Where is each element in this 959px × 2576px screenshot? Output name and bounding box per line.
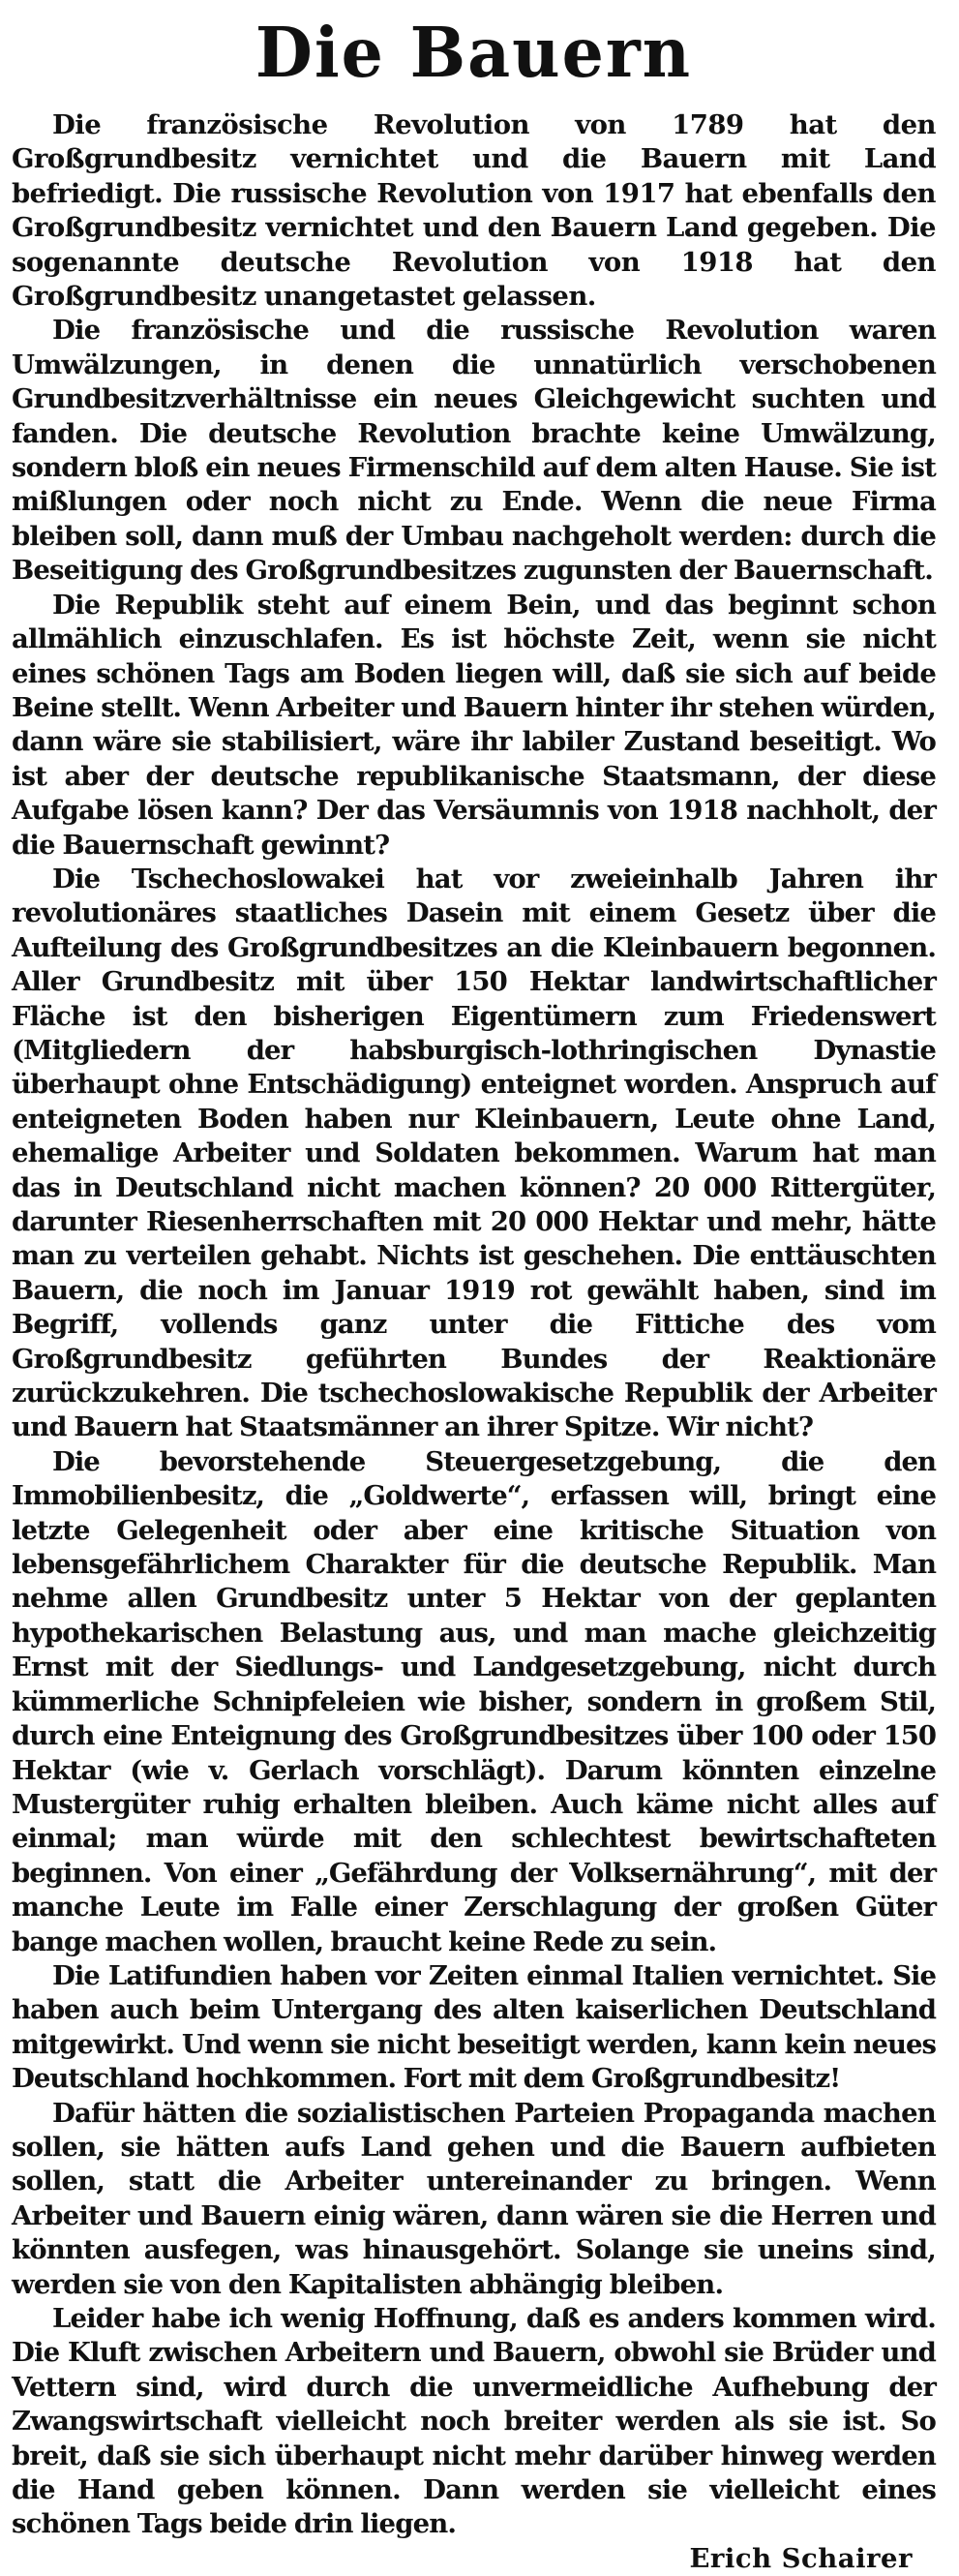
paragraph-latifundia: Die Latifundien haben vor Zeiten einmal Italien vernichtet. Sie haben auch beim Untergang des alten kaiserlichen Deutschland mitgewirkt. Und wenn sie nicht beseitigt werden, kann kein neues Deutschland hochkommen. Fort mit dem Großgrundbesitz!: [12, 1959, 936, 2095]
author-signature: Erich Schairer: [689, 2542, 913, 2574]
article-headline: Die Bauern: [255, 13, 693, 95]
paragraph-czechoslovakia: Die Tschechoslowakei hat vor zweieinhalb Jahren ihr revolutionäres staatliches Dasein mit einem Gesetz über die Aufteilung des Großgrundbesitzes an die Kleinbauern begonnen. Aller Grundbesitz mit über 150 Hektar landwirtschaftlicher Fläche ist den bisherigen Eigentümern zum Friedenswert (Mitgliedern der habsburgisch-lothringischen Dynastie überhaupt ohne Entschädigung) enteignet worden. Anspruch auf enteigneten Boden haben nur Kleinbauern, Leute ohne Land, ehemalige Arbeiter und Soldaten bekommen. Warum hat man das in Deutschland nicht machen können? 20 000 Rittergüter, darunter Riesenherrschaften mit 20 000 Hektar und mehr, hätte man zu verteilen gehabt. Nichts ist geschehen. Die enttäuschten Bauern, die noch im Januar 1919 rot gewählt haben, sind im Begriff, vollends ganz unter die Fittiche des vom Großgrundbesitz geführten Bundes der Reaktionäre zurückzukehren. Die tschechoslowakische Republik der Arbeiter und Bauern hat Staatsmänner an ihrer Spitze. Wir nicht?: [12, 863, 936, 1443]
paragraph-upheavals: Die französische und die russische Revolution waren Umwälzungen, in denen die unnatürlich verschobenen Grundbesitzverhältnisse ein neues Gleichgewicht suchten und fanden. Die deutsche Revolution brachte keine Umwälzung, sondern bloß ein neues Firmenschild auf dem alten Hause. Sie ist mißlungen oder noch nicht zu Ende. Wenn die neue Firma bleiben soll, dann muß der Umbau nachgeholt werden: durch die Beseitigung des Großgrundbesitzes zugunsten der Bauernschaft.: [12, 315, 936, 587]
paragraph-socialist-parties: Dafür hätten die sozialistischen Parteien Propaganda machen sollen, sie hätten aufs Land gehen und die Bauern aufbieten sollen, statt die Arbeiter untereinander zu bringen. Wenn Arbeiter und Bauern einig wären, dann wären sie die Herren und könnten ausfegen, was hinausgehört. Solange sie uneins sind, werden sie von den Kapitalisten abhängig bleiben.: [12, 2097, 936, 2300]
paragraph-tax-legislation: Die bevorstehende Steuergesetzgebung, die den Immobilienbesitz, die „Goldwerte“, erfassen will, bringt eine letzte Gelegenheit oder aber eine kritische Situation von lebensgefährlichem Charakter für die deutsche Republik. Man nehme allen Grundbesitz unter 5 Hektar von der geplanten hypothekarischen Belastung aus, und man mache gleichzeitig Ernst mit der Siedlungs- und Landgesetzgebung, nicht durch kümmerliche Schnipfeleien wie bisher, sondern in großem Stil, durch eine Enteignung des Großgrundbesitzes über 100 oder 150 Hektar (wie v. Gerlach vorschlägt). Darum könnten einzelne Mustergüter ruhig erhalten bleiben. Auch käme nicht alles auf einmal; man würde mit den schlechtest bewirtschafteten beginnen. Von einer „Gefährdung der Volksernährung“, mit der manche Leute im Falle einer Zerschlagung der großen Güter bange machen wollen, braucht keine Rede zu sein.: [12, 1445, 936, 1957]
newspaper-clipping: [12, 0, 936, 2574]
article-body: [12, 108, 936, 2576]
paragraph-french-russian-german-revolutions: Die französische Revolution von 1789 hat den Großgrundbesitz vernichtet und die Bauern mit Land befriedigt. Die russische Revolution von 1917 hat ebenfalls den Großgrundbesitz vernichtet und den Bauern Land gegeben. Die sogenannte deutsche Revolution von 1918 hat den Großgrundbesitz unangetastet gelassen.: [12, 109, 936, 313]
paragraph-little-hope: Leider habe ich wenig Hoffnung, daß es anders kommen wird. Die Kluft zwischen Arbeitern und Bauern, obwohl sie Brüder und Vettern sind, wird durch die unvermeidliche Aufhebung der Zwangswirtschaft vielleicht noch breiter werden als sie ist. So breit, daß sie sich überhaupt nicht mehr darüber hinweg werden die Hand geben können. Dann werden sie vielleicht eines schönen Tags beide drin liegen.: [12, 2303, 936, 2540]
paragraph-republic-one-leg: Die Republik steht auf einem Bein, und das beginnt schon allmählich einzuschlafen. Es ist höchste Zeit, wenn sie nicht eines schönen Tags am Boden liegen will, daß sie sich auf beide Beine stellt. Wenn Arbeiter und Bauern hinter ihr stehen würden, dann wäre sie stabilisiert, wäre ihr labiler Zustand beseitigt. Wo ist aber der deutsche republikanische Staatsmann, der diese Aufgabe lösen kann? Der das Versäumnis von 1918 nachholt, der die Bauernschaft gewinnt?: [12, 589, 936, 861]
